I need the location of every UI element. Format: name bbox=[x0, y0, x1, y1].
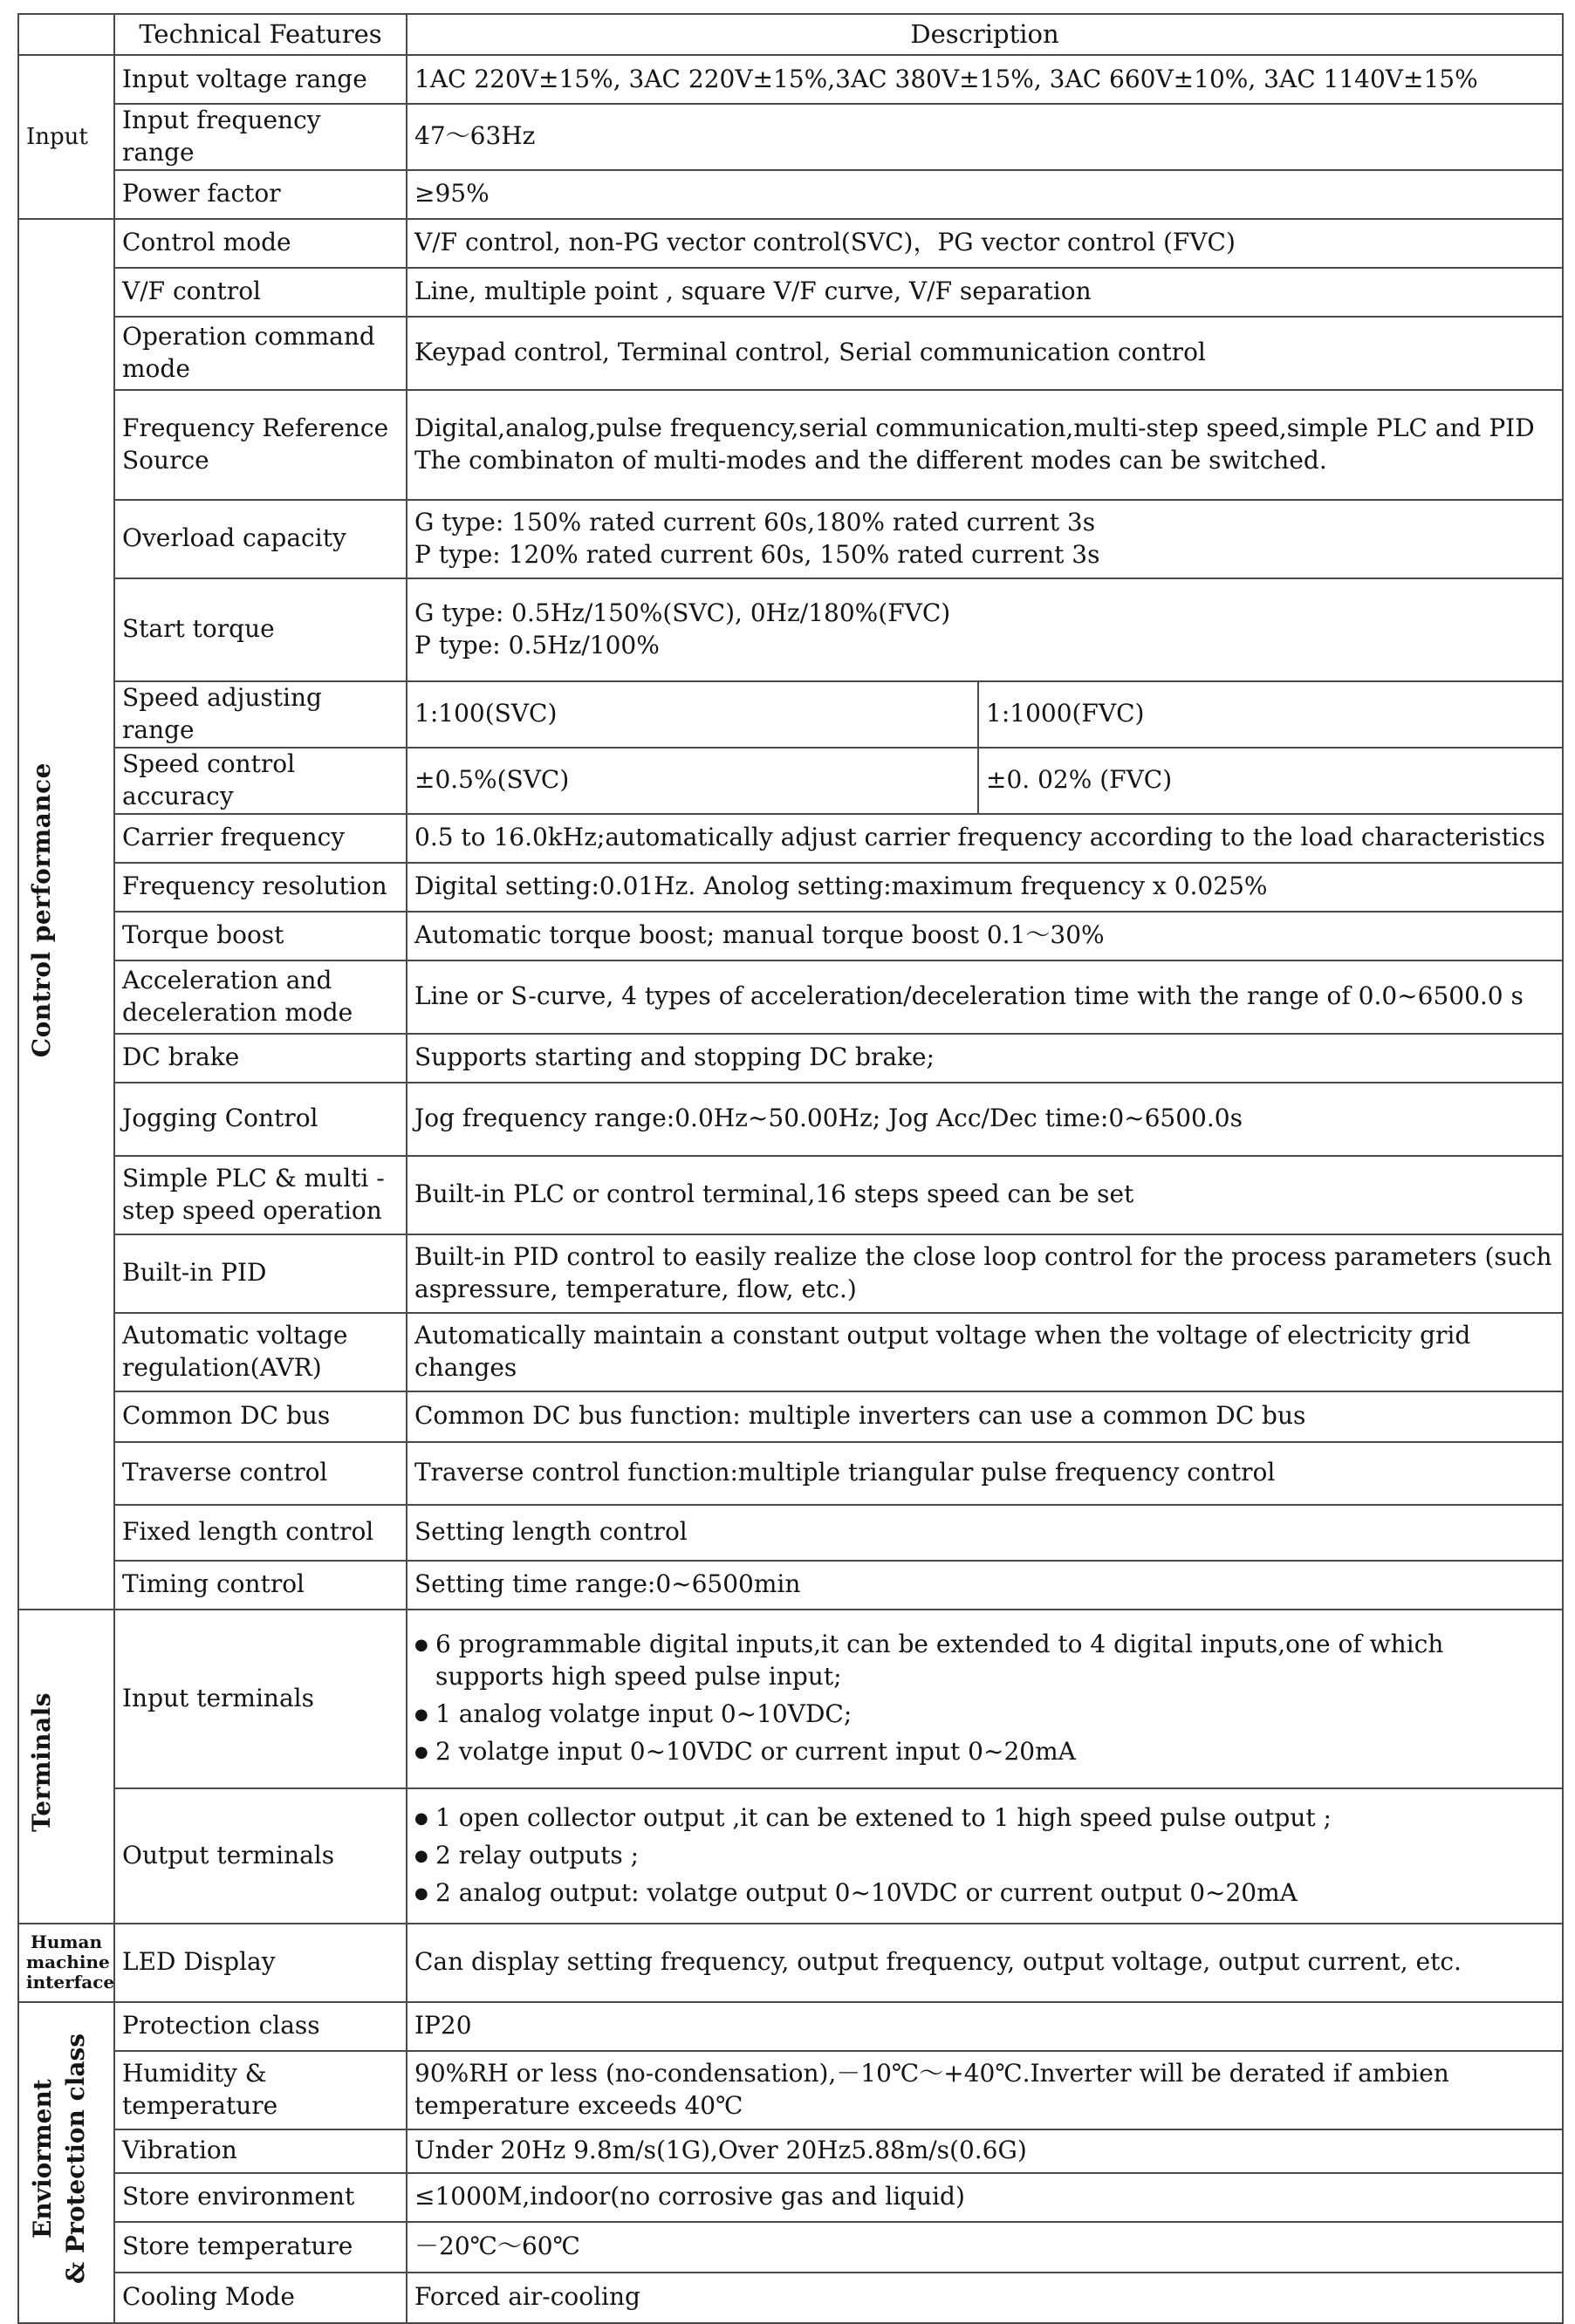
table-row bbox=[18, 1561, 1563, 1610]
description-cell bbox=[407, 2273, 1563, 2323]
description-cell bbox=[407, 863, 1563, 912]
feature-cell: Jogging Control bbox=[114, 1083, 407, 1156]
feature-cell: Speed control accuracy bbox=[114, 748, 407, 814]
table-row bbox=[18, 814, 1563, 863]
description-cell bbox=[407, 317, 1563, 390]
description-line: P type: 120% rated current 60s, 150% rated current 3s bbox=[414, 539, 1100, 569]
feature-cell: Cooling Mode bbox=[114, 2273, 407, 2323]
category-label: machine bbox=[26, 1951, 110, 1973]
description-line: Keypad control, Terminal control, Serial communication control bbox=[414, 338, 1206, 367]
category-terminals bbox=[18, 1610, 114, 1924]
description-cell bbox=[407, 1442, 1563, 1505]
list-item: ● 2 relay outputs ; bbox=[414, 1840, 1555, 1872]
description-line: V/F control, non-PG vector control(SVC)，PG vector control (FVC) bbox=[414, 228, 1236, 257]
table-row bbox=[18, 1083, 1563, 1156]
description-cell bbox=[407, 578, 1563, 681]
description-cell bbox=[407, 814, 1563, 863]
feature-cell: Control mode bbox=[114, 219, 407, 268]
table-row bbox=[18, 317, 1563, 390]
description-line: Digital,analog,pulse frequency,serial communication,multi-step speed,simple PLC and PID bbox=[414, 413, 1535, 442]
description-cell bbox=[407, 1391, 1563, 1442]
feature-cell: Frequency resolution bbox=[114, 863, 407, 912]
feature-cell: Store temperature bbox=[114, 2222, 407, 2273]
feature-cell: Overload capacity bbox=[114, 500, 407, 578]
feature-cell: Speed adjusting range bbox=[114, 681, 407, 748]
description-cell bbox=[407, 500, 1563, 578]
table-row bbox=[18, 1788, 1563, 1924]
feature-cell: Timing control bbox=[114, 1561, 407, 1610]
feature-cell: Protection class bbox=[114, 2002, 407, 2051]
table-row bbox=[18, 1924, 1563, 2002]
corner-cell bbox=[18, 14, 114, 55]
category-label: Human bbox=[30, 1931, 103, 1953]
category-environment bbox=[18, 2002, 114, 2323]
feature-cell: Input frequency range bbox=[114, 104, 407, 170]
description-cell bbox=[407, 2129, 1563, 2173]
description-cell bbox=[407, 268, 1563, 317]
table-row bbox=[18, 2002, 1563, 2051]
description-line: －20℃～60℃ bbox=[414, 2232, 580, 2261]
description-cell bbox=[407, 1034, 1563, 1083]
bullet-list bbox=[414, 1629, 1555, 1768]
feature-cell: Output terminals bbox=[114, 1788, 407, 1924]
list-item: ● 2 analog output: volatge output 0~10VDC or current output 0~20mA bbox=[414, 1877, 1555, 1910]
list-item: ● 6 programmable digital inputs,it can be extended to 4 digital inputs,one of which supports high speed pulse input; bbox=[414, 1629, 1555, 1693]
description-cell bbox=[407, 1313, 1563, 1391]
feature-cell: Operation command mode bbox=[114, 317, 407, 390]
feature-cell: Input voltage range bbox=[114, 55, 407, 104]
description-cell bbox=[407, 2173, 1563, 2222]
table-row bbox=[18, 104, 1563, 170]
description-line: Automatic torque boost; manual torque boost 0.1～30% bbox=[414, 920, 1105, 950]
table-row bbox=[18, 1442, 1563, 1505]
feature-cell: Input terminals bbox=[114, 1610, 407, 1788]
table-row bbox=[18, 1391, 1563, 1442]
description-line: The combinaton of multi-modes and the different modes can be switched. bbox=[414, 445, 1327, 475]
description-line: Line or S-curve, 4 types of acceleration/deceleration time with the range of 0.0~6500.0 s bbox=[414, 981, 1524, 1011]
description-line: 0.5 to 16.0kHz;automatically adjust carrier frequency according to the load characteristics bbox=[414, 823, 1545, 852]
table-row bbox=[18, 960, 1563, 1034]
description-line: Built-in PID control to easily realize the close loop control for the process parameters (such aspressure, temperature, flow, etc.) bbox=[414, 1241, 1552, 1303]
description-cell bbox=[407, 390, 1563, 500]
description-line: G type: 0.5Hz/150%(SVC), 0Hz/180%(FVC) bbox=[414, 598, 951, 627]
table-row bbox=[18, 55, 1563, 104]
feature-cell: V/F control bbox=[114, 268, 407, 317]
feature-cell: Start torque bbox=[114, 578, 407, 681]
table-row bbox=[18, 2222, 1563, 2273]
category-hmi bbox=[18, 1924, 114, 2002]
table-row bbox=[18, 170, 1563, 219]
description-cell bbox=[407, 1788, 1563, 1924]
table-row bbox=[18, 390, 1563, 500]
feature-cell: Torque boost bbox=[114, 912, 407, 960]
table-row bbox=[18, 1313, 1563, 1391]
svc-value-cell: ±0.5%(SVC) bbox=[407, 748, 978, 814]
table-row bbox=[18, 912, 1563, 960]
feature-cell: DC brake bbox=[114, 1034, 407, 1083]
technical-features-table bbox=[17, 13, 1564, 2324]
description-line: Setting time range:0~6500min bbox=[414, 1569, 801, 1599]
table-row bbox=[18, 863, 1563, 912]
description-line: Jog frequency range:0.0Hz~50.00Hz; Jog Acc/Dec time:0~6500.0s bbox=[414, 1104, 1243, 1133]
description-cell bbox=[407, 1083, 1563, 1156]
header-row bbox=[18, 14, 1563, 55]
description-line: Digital setting:0.01Hz. Anolog setting:maximum frequency x 0.025% bbox=[414, 872, 1268, 901]
feature-cell: Acceleration and deceleration mode bbox=[114, 960, 407, 1034]
table-row bbox=[18, 1610, 1563, 1788]
description-line: Line, multiple point , square V/F curve, V/F separation bbox=[414, 277, 1092, 306]
feature-cell: Store environment bbox=[114, 2173, 407, 2222]
category-label: Control performance bbox=[27, 762, 56, 1058]
table-row bbox=[18, 681, 1563, 748]
category-label: Input bbox=[26, 123, 88, 150]
table-row bbox=[18, 2051, 1563, 2129]
feature-cell: Built-in PID bbox=[114, 1234, 407, 1313]
description-cell: ≥95% bbox=[407, 170, 1563, 219]
category-control-performance bbox=[18, 219, 114, 1610]
description-line: Supports starting and stopping DC brake; bbox=[414, 1042, 935, 1072]
header-description: Description bbox=[407, 14, 1563, 55]
description-cell: 47～63Hz bbox=[407, 104, 1563, 170]
category-label-line: & Protection class bbox=[60, 2033, 90, 2284]
category-label: interface bbox=[26, 1972, 115, 1993]
svc-value-cell: 1:100(SVC) bbox=[407, 681, 978, 748]
table-row bbox=[18, 2273, 1563, 2323]
table-row bbox=[18, 578, 1563, 681]
feature-cell: Automatic voltage regulation(AVR) bbox=[114, 1313, 407, 1391]
description-cell: 1AC 220V±15%, 3AC 220V±15%,3AC 380V±15%, 3AC 660V±10%, 3AC 1140V±15% bbox=[407, 55, 1563, 104]
feature-cell: Frequency Reference Source bbox=[114, 390, 407, 500]
table-row bbox=[18, 268, 1563, 317]
table-row bbox=[18, 1034, 1563, 1083]
description-cell bbox=[407, 2222, 1563, 2273]
bullet-list bbox=[414, 1802, 1555, 1910]
table-row bbox=[18, 1156, 1563, 1234]
description-line: G type: 150% rated current 60s,180% rated current 3s bbox=[414, 507, 1096, 537]
feature-cell: Common DC bus bbox=[114, 1391, 407, 1442]
table-row bbox=[18, 1234, 1563, 1313]
list-item: ● 1 analog volatge input 0~10VDC; bbox=[414, 1699, 1555, 1731]
description-line: IP20 bbox=[414, 2011, 472, 2040]
description-cell bbox=[407, 1156, 1563, 1234]
description-cell bbox=[407, 960, 1563, 1034]
description-line: Under 20Hz 9.8m/s(1G),Over 20Hz5.88m/s(0.6G) bbox=[414, 2136, 1027, 2165]
feature-cell: Carrier frequency bbox=[114, 814, 407, 863]
feature-cell: Fixed length control bbox=[114, 1505, 407, 1561]
description-cell: Can display setting frequency, output frequency, output voltage, output current, etc. bbox=[407, 1924, 1563, 2002]
description-line: Forced air-cooling bbox=[414, 2282, 640, 2312]
fvc-value-cell: 1:1000(FVC) bbox=[978, 681, 1563, 748]
fvc-value-cell: ±0. 02% (FVC) bbox=[978, 748, 1563, 814]
feature-cell: Vibration bbox=[114, 2129, 407, 2173]
description-line: Setting length control bbox=[414, 1517, 688, 1547]
description-cell bbox=[407, 1610, 1563, 1788]
feature-cell: Power factor bbox=[114, 170, 407, 219]
category-input bbox=[18, 55, 114, 219]
table-row bbox=[18, 219, 1563, 268]
header-technical-features: Technical Features bbox=[114, 14, 407, 55]
description-cell bbox=[407, 2051, 1563, 2129]
feature-cell: LED Display bbox=[114, 1924, 407, 2002]
list-item: ● 1 open collector output ,it can be extened to 1 high speed pulse output ; bbox=[414, 1802, 1555, 1835]
feature-cell: Humidity & temperature bbox=[114, 2051, 407, 2129]
category-label: Terminals bbox=[27, 1692, 56, 1832]
description-cell bbox=[407, 219, 1563, 268]
table-row bbox=[18, 748, 1563, 814]
list-item: ● 2 volatge input 0~10VDC or current input 0~20mA bbox=[414, 1736, 1555, 1768]
description-line: Traverse control function:multiple triangular pulse frequency control bbox=[414, 1458, 1276, 1487]
description-line: Common DC bus function: multiple inverters can use a common DC bus bbox=[414, 1401, 1306, 1431]
feature-cell: Simple PLC & multi -step speed operation bbox=[114, 1156, 407, 1234]
description-cell bbox=[407, 1234, 1563, 1313]
description-cell bbox=[407, 1505, 1563, 1561]
description-line: Automatically maintain a constant output voltage when the voltage of electricity grid changes bbox=[414, 1320, 1471, 1382]
table-row bbox=[18, 2129, 1563, 2173]
description-line: Built-in PLC or control terminal,16 steps speed can be set bbox=[414, 1179, 1134, 1209]
table-row bbox=[18, 500, 1563, 578]
table-row bbox=[18, 2173, 1563, 2222]
description-cell bbox=[407, 2002, 1563, 2051]
description-line: 90%RH or less (no-condensation),－10℃～+40℃.Inverter will be derated if ambien temperature exceeds 40℃ bbox=[414, 2058, 1449, 2120]
description-cell bbox=[407, 1561, 1563, 1610]
table-row bbox=[18, 1505, 1563, 1561]
category-label-line: Enviorment bbox=[28, 2078, 57, 2239]
feature-cell: Traverse control bbox=[114, 1442, 407, 1505]
category-label bbox=[26, 2034, 92, 2284]
description-cell bbox=[407, 912, 1563, 960]
description-line: ≤1000M,indoor(no corrosive gas and liquid) bbox=[414, 2182, 965, 2211]
description-line: P type: 0.5Hz/100% bbox=[414, 630, 660, 660]
